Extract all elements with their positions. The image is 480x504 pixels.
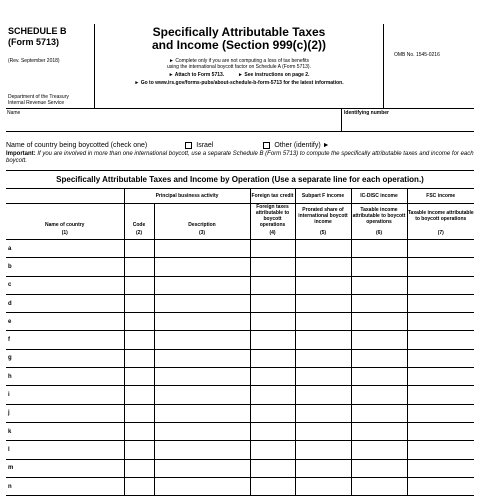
entry-cell[interactable] <box>351 294 407 312</box>
row-label-cell: k <box>6 422 124 440</box>
row-label-cell: i <box>6 386 124 404</box>
important-label: Important: <box>6 151 36 157</box>
group-icdisc: IC-DISC income <box>351 189 407 203</box>
entry-cell[interactable] <box>351 331 407 349</box>
col-foreign-taxes: Foreign taxes attributable to boycott operations <box>250 203 295 228</box>
other-label: Other (identify) ► <box>274 142 330 149</box>
row-label-cell: n <box>6 477 124 495</box>
entry-cell[interactable] <box>124 294 154 312</box>
table-row <box>6 422 474 440</box>
entry-cell[interactable] <box>124 422 154 440</box>
entry-cell[interactable] <box>351 386 407 404</box>
name-field[interactable] <box>6 109 341 131</box>
table-row <box>6 477 474 495</box>
table-row <box>6 276 474 294</box>
table-row <box>6 441 474 459</box>
instruction-1: ► Complete only if you are not computing a loss of tax benefits <box>168 58 310 64</box>
entry-cell[interactable] <box>154 349 250 367</box>
table-row <box>6 349 474 367</box>
row-label-cell: e <box>6 313 124 331</box>
entry-cell[interactable] <box>295 386 351 404</box>
important-note <box>6 151 474 165</box>
entry-cell[interactable] <box>154 459 250 477</box>
entry-cell[interactable] <box>154 294 250 312</box>
entry-cell[interactable] <box>295 349 351 367</box>
header-center <box>95 24 383 108</box>
table-body <box>6 240 474 496</box>
entry-cell[interactable] <box>351 422 407 440</box>
table-row <box>6 294 474 312</box>
entry-cell[interactable] <box>154 331 250 349</box>
entry-cell[interactable] <box>407 331 474 349</box>
entry-cell[interactable] <box>124 313 154 331</box>
blank-group-cell <box>6 189 124 203</box>
entry-cell[interactable] <box>295 404 351 422</box>
instruction-2: using the international boycott factor on Schedule A (Form 5713). <box>167 64 311 70</box>
header-left <box>6 24 95 108</box>
group-subf: Subpart F income <box>295 189 351 203</box>
row-label-cell: h <box>6 368 124 386</box>
entry-cell[interactable] <box>351 459 407 477</box>
table-row <box>6 459 474 477</box>
entry-cell[interactable] <box>295 313 351 331</box>
entry-cell[interactable] <box>295 368 351 386</box>
entry-cell[interactable] <box>295 477 351 495</box>
entry-cell[interactable] <box>124 459 154 477</box>
table-row <box>6 313 474 331</box>
entry-cell[interactable] <box>250 258 295 276</box>
col-num-3: (3) <box>154 228 250 240</box>
col-country: Name of country <box>45 221 85 228</box>
instruction-4[interactable]: ► Go to www.irs.gov/forms-pubs/about-schedule-b-form-5713 for the latest information. <box>134 80 344 86</box>
entry-cell[interactable] <box>407 368 474 386</box>
col-prorated-share: Prorated share of international boycott income <box>295 203 351 228</box>
col-fsc-taxable: Taxable income attributable to boycott operations <box>407 203 474 228</box>
country-label: Name of country being boycotted (check one) <box>6 142 148 149</box>
entry-cell[interactable] <box>124 368 154 386</box>
schedule-id <box>8 26 67 48</box>
col-description: Description <box>154 203 250 228</box>
form-page <box>6 24 474 496</box>
schedule-label: SCHEDULE B <box>8 26 67 36</box>
group-fsc: FSC income <box>407 189 474 203</box>
group-ftc: Foreign tax credit <box>250 189 295 203</box>
identifying-number-field[interactable] <box>341 109 474 131</box>
row-label-cell: j <box>6 404 124 422</box>
table-row <box>6 404 474 422</box>
entry-cell[interactable] <box>250 404 295 422</box>
entry-cell[interactable] <box>351 368 407 386</box>
entry-cell[interactable] <box>407 276 474 294</box>
entry-cell[interactable] <box>407 441 474 459</box>
entry-cell[interactable] <box>295 331 351 349</box>
entry-cell[interactable] <box>250 368 295 386</box>
header-right <box>383 24 474 108</box>
entry-cell[interactable] <box>295 294 351 312</box>
revision-date: (Rev. September 2018) <box>8 58 60 64</box>
entry-cell[interactable] <box>407 422 474 440</box>
col-icdisc-taxable: Taxable income attributable to boycott operations <box>351 203 407 228</box>
form-ref: (Form 5713) <box>8 37 60 47</box>
entry-cell[interactable] <box>351 477 407 495</box>
row-label-cell: b <box>6 258 124 276</box>
entry-cell[interactable] <box>295 459 351 477</box>
row-label-cell: c <box>6 276 124 294</box>
column-header-row <box>6 203 474 228</box>
israel-checkbox[interactable] <box>185 142 192 149</box>
important-text: If you are involved in more than one international boycott, use a separate Schedule B (Form 5713) to compute the specifically attributable taxes and income for each boycott. <box>6 151 474 164</box>
entry-cell[interactable] <box>407 258 474 276</box>
table-row <box>6 240 474 258</box>
entry-cell[interactable] <box>407 386 474 404</box>
country-row <box>6 142 474 149</box>
row-label-cell: l <box>6 441 124 459</box>
entry-cell[interactable] <box>407 477 474 495</box>
entry-cell[interactable] <box>250 240 295 258</box>
entry-cell[interactable] <box>250 422 295 440</box>
entry-cell[interactable] <box>124 386 154 404</box>
entry-cell[interactable] <box>295 422 351 440</box>
table-title: Specifically Attributable Taxes and Income by Operation (Use a separate line for each operation.) <box>6 170 474 189</box>
entry-cell[interactable] <box>154 477 250 495</box>
instruction-3: ► Attach to Form 5713. ► See instructions on page 2. <box>168 72 310 78</box>
row-label-cell: g <box>6 349 124 367</box>
entry-cell[interactable] <box>124 404 154 422</box>
name-row <box>6 109 474 132</box>
entry-cell[interactable] <box>351 349 407 367</box>
entry-cell[interactable] <box>154 258 250 276</box>
department <box>8 94 69 106</box>
entry-cell[interactable] <box>250 441 295 459</box>
other-checkbox[interactable] <box>263 142 270 149</box>
col-num-7: (7) <box>407 228 474 240</box>
col-num-1: (1) <box>61 230 68 237</box>
col-num-4: (4) <box>250 228 295 240</box>
entry-cell[interactable] <box>250 349 295 367</box>
entry-cell[interactable] <box>295 441 351 459</box>
entry-cell[interactable] <box>154 404 250 422</box>
entry-cell[interactable] <box>124 276 154 294</box>
service-name: Internal Revenue Service <box>8 100 65 106</box>
entry-cell[interactable] <box>351 441 407 459</box>
col-num-6: (6) <box>351 228 407 240</box>
omb-number: OMB No. 1545-0216 <box>394 52 440 58</box>
entry-cell[interactable] <box>154 422 250 440</box>
entry-cell[interactable] <box>407 294 474 312</box>
entry-cell[interactable] <box>407 240 474 258</box>
entry-cell[interactable] <box>351 313 407 331</box>
entry-cell[interactable] <box>351 404 407 422</box>
entry-cell[interactable] <box>154 441 250 459</box>
entry-cell[interactable] <box>154 386 250 404</box>
form-header <box>6 24 474 109</box>
entry-cell[interactable] <box>154 313 250 331</box>
entry-cell[interactable] <box>407 459 474 477</box>
title-line-2: and Income (Section 999(c)(2)) <box>151 38 327 52</box>
entry-cell[interactable] <box>124 240 154 258</box>
operations-table <box>6 189 474 496</box>
entry-cell[interactable] <box>351 276 407 294</box>
table-row <box>6 258 474 276</box>
entry-cell[interactable] <box>124 258 154 276</box>
entry-cell[interactable] <box>351 240 407 258</box>
table-row <box>6 368 474 386</box>
entry-cell[interactable] <box>295 276 351 294</box>
row-label-cell: m <box>6 459 124 477</box>
entry-cell[interactable] <box>124 331 154 349</box>
table-row <box>6 386 474 404</box>
col-num-2: (2) <box>124 228 154 240</box>
entry-cell[interactable] <box>351 258 407 276</box>
group-principal: Principal business activity <box>124 189 250 203</box>
entry-cell[interactable] <box>407 349 474 367</box>
entry-cell[interactable] <box>154 240 250 258</box>
entry-cell[interactable] <box>250 276 295 294</box>
group-header-row <box>6 189 474 203</box>
entry-cell[interactable] <box>124 441 154 459</box>
entry-cell[interactable] <box>250 294 295 312</box>
identifying-number-label: Identifying number <box>344 110 389 116</box>
entry-cell[interactable] <box>124 477 154 495</box>
col-num-5: (5) <box>295 228 351 240</box>
entry-cell[interactable] <box>154 276 250 294</box>
entry-cell[interactable] <box>407 404 474 422</box>
entry-cell[interactable] <box>154 368 250 386</box>
entry-cell[interactable] <box>250 386 295 404</box>
entry-cell[interactable] <box>407 313 474 331</box>
entry-cell[interactable] <box>250 331 295 349</box>
name-label: Name <box>7 110 21 116</box>
form-title <box>95 26 383 52</box>
entry-cell[interactable] <box>250 477 295 495</box>
entry-cell[interactable] <box>250 313 295 331</box>
title-line-1: Specifically Attributable Taxes <box>152 25 326 39</box>
column-number-row <box>6 228 474 240</box>
entry-cell[interactable] <box>295 258 351 276</box>
table-row <box>6 331 474 349</box>
entry-cell[interactable] <box>124 349 154 367</box>
israel-label: Israel <box>196 142 214 149</box>
entry-cell[interactable] <box>295 240 351 258</box>
entry-cell[interactable] <box>250 459 295 477</box>
row-label-cell: d <box>6 294 124 312</box>
row-label-cell: a <box>6 240 124 258</box>
row-label-cell: f <box>6 331 124 349</box>
col-code: Code <box>124 203 154 228</box>
department-name: Department of the Treasury <box>8 94 69 100</box>
